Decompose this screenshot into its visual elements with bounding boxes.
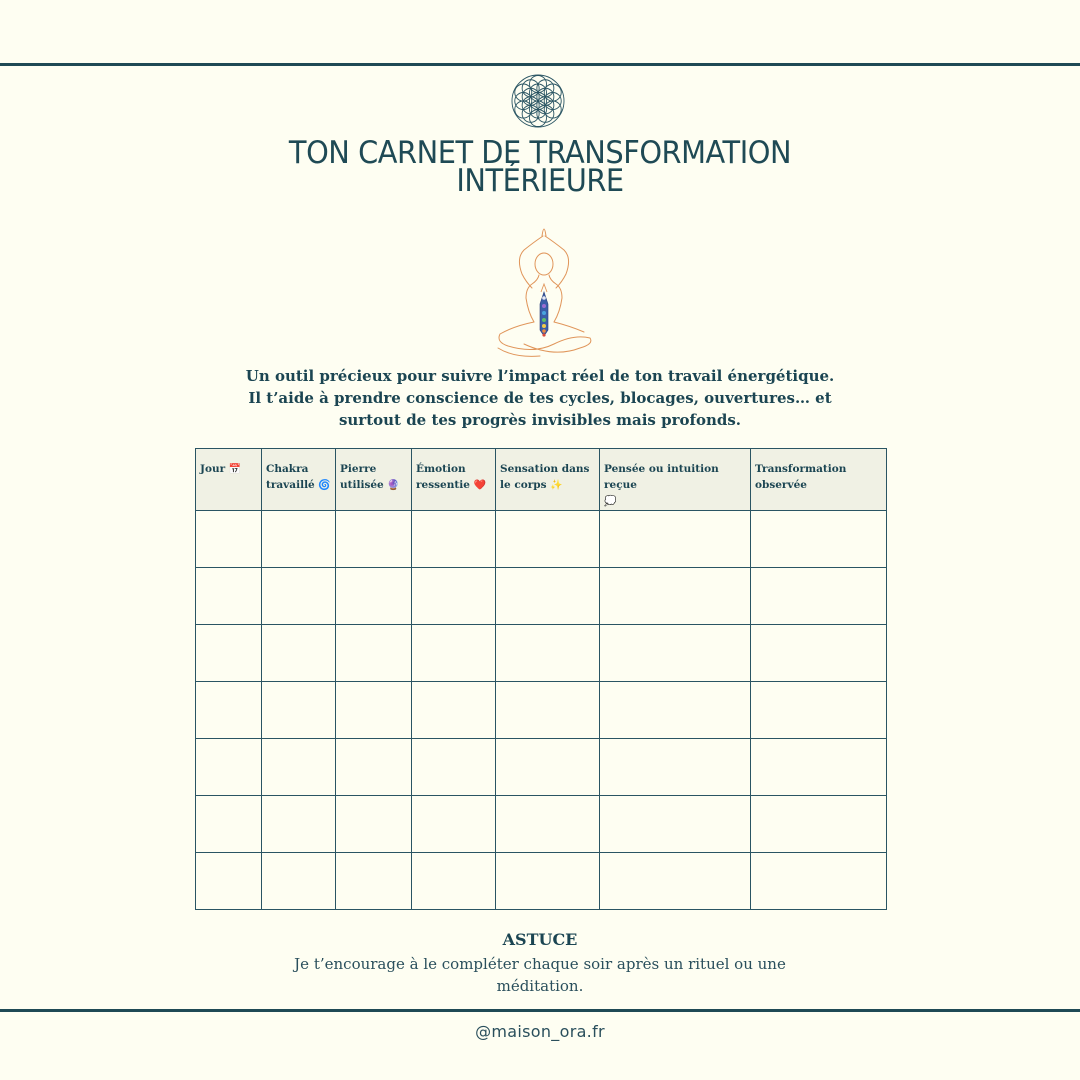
table-cell[interactable] bbox=[600, 511, 751, 568]
intro-text bbox=[160, 365, 920, 431]
column-header-emotion bbox=[412, 449, 496, 511]
column-header-sensation bbox=[496, 449, 600, 511]
table-cell[interactable] bbox=[196, 682, 262, 739]
table-cell[interactable] bbox=[412, 511, 496, 568]
column-header-transformation bbox=[751, 449, 887, 511]
table-cell[interactable] bbox=[336, 853, 412, 910]
table-row bbox=[196, 568, 887, 625]
table-body bbox=[196, 511, 887, 910]
table-cell[interactable] bbox=[262, 853, 336, 910]
table-row bbox=[196, 739, 887, 796]
table-cell[interactable] bbox=[751, 853, 887, 910]
table-cell[interactable] bbox=[336, 739, 412, 796]
table-cell[interactable] bbox=[336, 625, 412, 682]
table-cell[interactable] bbox=[412, 796, 496, 853]
table-cell[interactable] bbox=[751, 511, 887, 568]
calendar-icon: 📅 bbox=[228, 464, 242, 475]
title-line-2: INTÉRIEURE bbox=[456, 163, 624, 199]
table-cell[interactable] bbox=[412, 853, 496, 910]
journal-table bbox=[195, 448, 887, 910]
table-cell[interactable] bbox=[496, 739, 600, 796]
table-cell[interactable] bbox=[496, 796, 600, 853]
table-cell[interactable] bbox=[412, 682, 496, 739]
column-header-chakra bbox=[262, 449, 336, 511]
table-cell[interactable] bbox=[262, 511, 336, 568]
table-cell[interactable] bbox=[196, 853, 262, 910]
table-cell[interactable] bbox=[600, 625, 751, 682]
table-cell[interactable] bbox=[262, 682, 336, 739]
table-row bbox=[196, 796, 887, 853]
table-cell[interactable] bbox=[751, 625, 887, 682]
table-cell[interactable] bbox=[412, 625, 496, 682]
table-cell[interactable] bbox=[336, 511, 412, 568]
table-cell[interactable] bbox=[496, 511, 600, 568]
table-header-row bbox=[196, 449, 887, 511]
column-label: Jour bbox=[200, 463, 226, 475]
column-header-pierre bbox=[336, 449, 412, 511]
spiral-icon: 🌀 bbox=[318, 480, 331, 491]
table-cell[interactable] bbox=[751, 796, 887, 853]
table-cell[interactable] bbox=[600, 568, 751, 625]
table-cell[interactable] bbox=[600, 853, 751, 910]
top-divider bbox=[0, 63, 1080, 66]
table-cell[interactable] bbox=[496, 853, 600, 910]
intro-line-2: Il t’aide à prendre conscience de tes cycles, blocages, ouvertures… et bbox=[248, 389, 832, 407]
tip-line-2: méditation. bbox=[496, 977, 584, 995]
table-cell[interactable] bbox=[496, 568, 600, 625]
table-cell[interactable] bbox=[751, 739, 887, 796]
tip-line-1: Je t’encourage à le compléter chaque soir après un rituel ou une bbox=[294, 955, 786, 973]
table-cell[interactable] bbox=[600, 739, 751, 796]
column-label: Chakra travaillé bbox=[266, 463, 315, 491]
sparkle-icon: ✨ bbox=[550, 480, 563, 491]
table-cell[interactable] bbox=[196, 796, 262, 853]
crystal-ball-icon: 🔮 bbox=[387, 480, 400, 491]
intro-line-3: surtout de tes progrès invisibles mais profonds. bbox=[338, 411, 742, 429]
thought-bubble-icon: 💭 bbox=[604, 496, 617, 507]
table-cell[interactable] bbox=[196, 625, 262, 682]
tip-text bbox=[280, 953, 800, 997]
table-cell[interactable] bbox=[262, 625, 336, 682]
table-cell[interactable] bbox=[600, 682, 751, 739]
social-handle: @maison_ora.fr bbox=[475, 1022, 605, 1041]
table-cell[interactable] bbox=[196, 568, 262, 625]
intro-line-1: Un outil précieux pour suivre l’impact réel de ton travail énergétique. bbox=[245, 367, 835, 385]
table-row bbox=[196, 853, 887, 910]
bottom-divider bbox=[0, 1009, 1080, 1012]
table-cell[interactable] bbox=[600, 796, 751, 853]
page-title bbox=[168, 135, 912, 199]
tip-heading: ASTUCE bbox=[502, 930, 578, 949]
table-cell[interactable] bbox=[412, 568, 496, 625]
table-row bbox=[196, 625, 887, 682]
table-cell[interactable] bbox=[336, 796, 412, 853]
title-line-1: TON CARNET DE TRANSFORMATION bbox=[288, 135, 792, 171]
table-cell[interactable] bbox=[336, 682, 412, 739]
table-cell[interactable] bbox=[196, 511, 262, 568]
table-row bbox=[196, 511, 887, 568]
table-cell[interactable] bbox=[496, 625, 600, 682]
flower-of-life-icon bbox=[510, 73, 566, 129]
table-cell[interactable] bbox=[262, 739, 336, 796]
table-cell[interactable] bbox=[496, 682, 600, 739]
column-label: Sensation dans le corps bbox=[500, 463, 590, 491]
table-cell[interactable] bbox=[196, 739, 262, 796]
column-label: Émotion ressentie bbox=[416, 463, 470, 491]
heart-icon: ❤️ bbox=[473, 480, 486, 491]
column-header-jour bbox=[196, 449, 262, 511]
meditating-figure-icon bbox=[494, 218, 594, 360]
table-cell[interactable] bbox=[751, 682, 887, 739]
column-label: Transformation observée bbox=[755, 463, 847, 491]
table-cell[interactable] bbox=[262, 568, 336, 625]
table-cell[interactable] bbox=[412, 739, 496, 796]
table-cell[interactable] bbox=[336, 568, 412, 625]
table-cell[interactable] bbox=[751, 568, 887, 625]
column-label: Pierre utilisée bbox=[340, 463, 384, 491]
table-row bbox=[196, 682, 887, 739]
column-header-pensee bbox=[600, 449, 751, 511]
column-label: Pensée ou intuition reçue bbox=[604, 463, 719, 491]
table-cell[interactable] bbox=[262, 796, 336, 853]
